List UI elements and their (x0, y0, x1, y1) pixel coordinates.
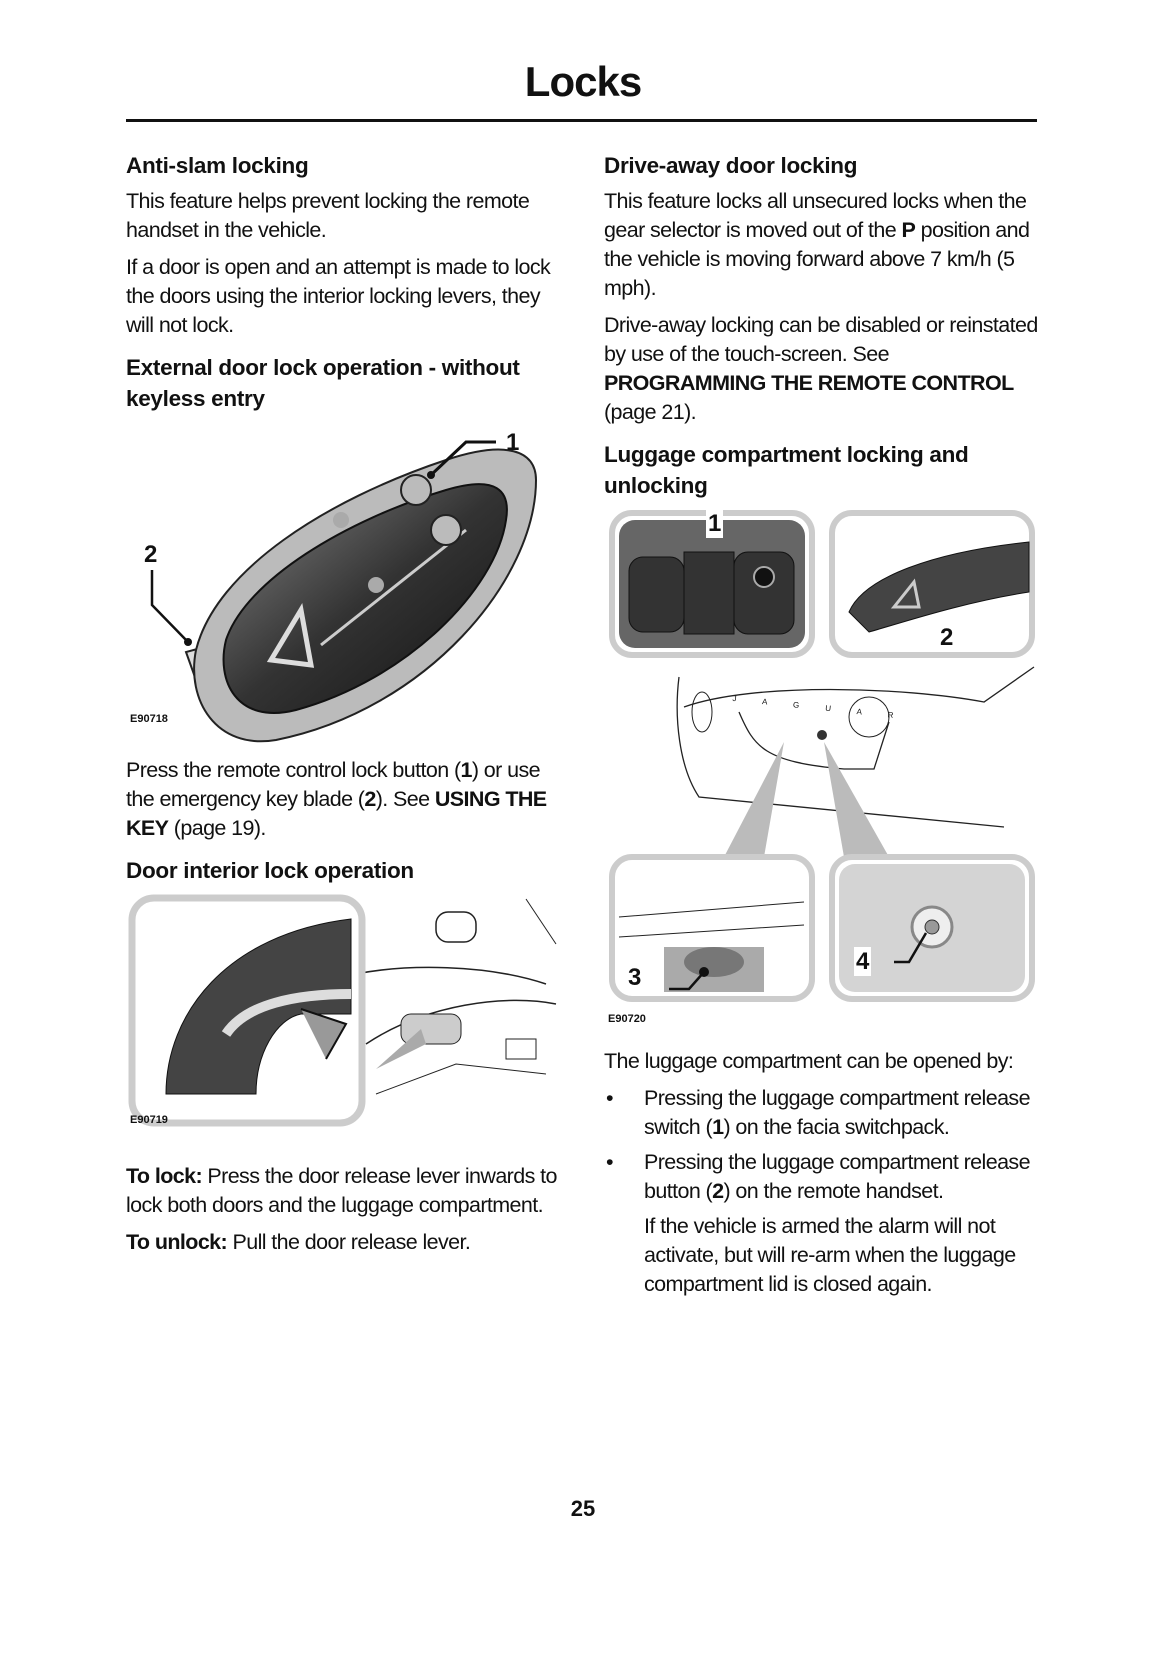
callout-1: 1 (506, 429, 519, 456)
figure-code: E90719 (130, 1114, 168, 1126)
text: ) on the facia switchpack. (723, 1115, 950, 1139)
luggage-options-list (604, 1084, 1044, 1206)
callout-2: 2 (144, 541, 157, 568)
text: Press the remote control lock button ( (126, 758, 461, 782)
text: ). See (375, 787, 435, 811)
figure-door-interior (126, 894, 566, 1162)
to-unlock-text (126, 1228, 566, 1257)
anti-slam-p1: This feature helps prevent locking the remote handset in the vehicle. (126, 189, 530, 242)
figure-remote-key (126, 420, 566, 756)
text: Pressing the luggage compartment release button ( (644, 1150, 1030, 1203)
ref-1: 1 (712, 1115, 724, 1139)
heading-anti-slam: Anti-slam locking (126, 153, 309, 178)
title-rule (126, 119, 1037, 122)
callout-1: 1 (708, 510, 721, 537)
drive-away-p1 (604, 187, 1044, 303)
to-unlock-label: To unlock: (126, 1230, 228, 1254)
heading-luggage: Luggage compartment locking and unlocking (604, 442, 969, 498)
jaguar-badge: J A G U A R (732, 693, 906, 722)
to-lock-label: To lock: (126, 1164, 203, 1188)
text: Press the door release lever inwards to lock both doors and the luggage compartment. (126, 1164, 557, 1217)
text: Pressing the luggage compartment release switch ( (644, 1086, 1030, 1139)
callout-3: 3 (628, 964, 641, 991)
page-number: 25 (570, 1496, 596, 1521)
remote-key-illustration (126, 420, 566, 756)
text: Drive-away locking can be disabled or reinstated by use of the touch-screen. See (604, 313, 1038, 366)
figure-luggage (604, 507, 1044, 1047)
drive-away-p2 (604, 311, 1044, 427)
callout-4: 4 (856, 948, 869, 975)
list-item (604, 1084, 1044, 1142)
alarm-note: If the vehicle is armed the alarm will not activate, but will re-arm when the luggage compartment lid is closed again. (644, 1214, 1016, 1296)
link-using-the-key[interactable]: USING THE KEY (126, 787, 547, 840)
figure-code: E90720 (608, 1013, 646, 1025)
luggage-illustration (604, 507, 1044, 1017)
anti-slam-p2: If a door is open and an attempt is made to lock the doors using the interior locking levers, they will not lock. (126, 255, 551, 337)
list-item (604, 1148, 1044, 1206)
door-lever-illustration (126, 894, 566, 1134)
figure-code: E90718 (130, 713, 168, 725)
right-column (604, 150, 1044, 1307)
left-column (126, 150, 566, 1265)
external-lock-text (126, 756, 566, 843)
page-title: Locks (524, 58, 642, 105)
text: (page 19). (168, 816, 266, 840)
link-programming-remote[interactable]: PROGRAMMING THE REMOTE CONTROL (604, 371, 1014, 395)
ref-2: 2 (712, 1179, 724, 1203)
heading-door-interior: Door interior lock operation (126, 858, 414, 883)
text: position and the vehicle is moving forward above 7 km/h (5 mph). (604, 218, 1030, 300)
gear-p: P (901, 218, 916, 242)
ref-2: 2 (364, 787, 376, 811)
to-lock-text (126, 1162, 566, 1220)
callout-2: 2 (940, 624, 953, 651)
heading-external-lock: External door lock operation - without keyless entry (126, 355, 520, 411)
text: This feature locks all unsecured locks when the gear selector is moved out of the (604, 189, 1027, 242)
luggage-intro: The luggage compartment can be opened by: (604, 1049, 1014, 1073)
text: ) on the remote handset. (723, 1179, 944, 1203)
ref-1: 1 (460, 758, 472, 782)
text: Pull the door release lever. (227, 1230, 471, 1254)
text: ) or use the emergency key blade ( (126, 758, 540, 811)
heading-drive-away: Drive-away door locking (604, 153, 858, 178)
text: (page 21). (604, 400, 697, 424)
